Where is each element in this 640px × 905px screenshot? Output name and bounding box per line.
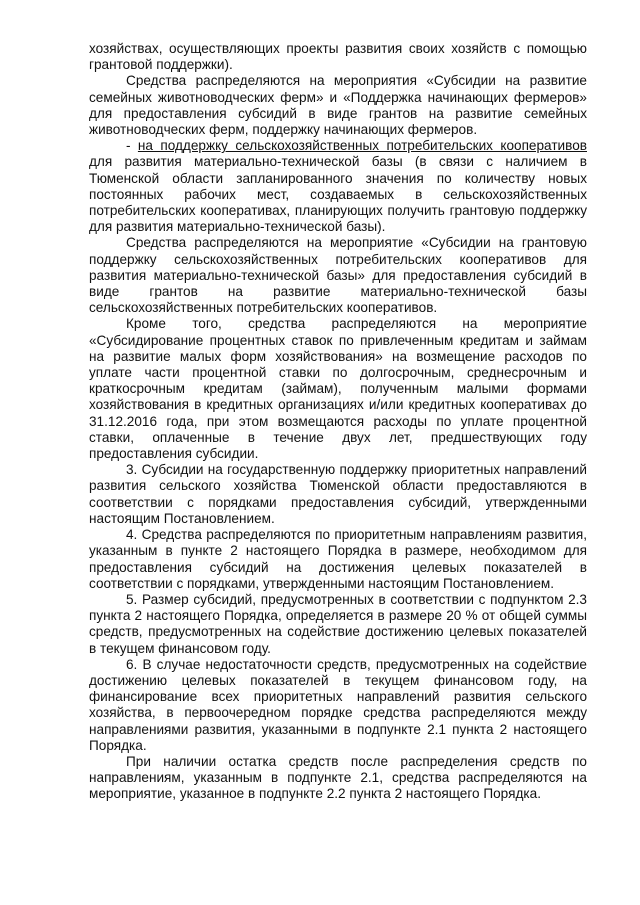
paragraph-remaining-funds: При наличии остатка средств после распределения средств по направлениям, указанным в подпункте 2.1, средства распределяются на мероприятие, указанное в подпункте 2.2 пункта 2 настоящего Порядка. (89, 753, 587, 802)
list-dash: - (126, 138, 138, 154)
paragraph-item-6: 6. В случае недостаточности средств, предусмотренных на содействие достижению целевых показателей в текущем финансовом году, на финансирование всех приоритетных направлений развития сельского хозяйства, в первоочередном порядке средства распределяются между направлениями развития, указанными в подпункте 2.1 пункта 2 настоящего Порядка. (89, 656, 587, 753)
paragraph-family-farms-grants: Средства распределяются на мероприятия «Субсидии на развитие семейных животноводческих ферм» и «Поддержка начинающих фермеров» для предоставления субсидий в виде грантов на развитие семейных животноводческих ферм, поддержку начинающих фермеров. (89, 73, 587, 138)
paragraph-cooperatives-grants: Средства распределяются на мероприятие «Субсидии на грантовую поддержку сельскохозяйственных потребительских кооперативов для развития материально-технической базы» для предоставления субсидий в виде грантов на развитие материально-технической базы сельскохозяйственных потребительских кооперативов. (89, 235, 587, 316)
paragraph-item-5: 5. Размер субсидий, предусмотренных в соответствии с подпунктом 2.3 пункта 2 настоящего Порядка, определяется в размере 20 % от общей суммы средств, предусмотренных на содействие достижению целевых показателей в текущем финансовом году. (89, 591, 587, 656)
paragraph-item-4: 4. Средства распределяются по приоритетным направлениям развития, указанным в пункте 2 настоящего Порядка в размере, необходимом для предоставления субсидий на достижения целевых показателей в соответствии с порядками, утвержденными настоящим Постановлением. (89, 527, 587, 591)
paragraph-cooperatives-support (89, 138, 587, 235)
paragraph-text: для развития материально-технической базы (в связи с наличием в Тюменской области запланированного значения по количеству новых постоянных рабочих мест, создаваемых в сельскохозяйственных потребительских кооперативах, планирующих получить грантовую поддержку для развития материально-технической базы). (89, 154, 587, 235)
paragraph-interest-rate-subsidies: Кроме того, средства распределяются на мероприятие «Субсидирование процентных ставок по привлеченным кредитам и займам на развитие малых форм хозяйствования» на возмещение расходов по уплате части процентной ставки по долгосрочным, среднесрочным и краткосрочным кредитам (займам), полученным малыми формами хозяйствования в кредитных организациях и/или кредитных кооперативах до 31.12.2016 года, при этом возмещаются расходы по уплате процентной ставки, оплаченные в течение двух лет, предшествующих году предоставления субсидии. (89, 316, 587, 462)
document-page (89, 41, 587, 803)
underlined-phrase: на поддержку сельскохозяйственных потребительских кооперативов (137, 138, 587, 154)
paragraph-item-3: 3. Субсидии на государственную поддержку приоритетных направлений развития сельского хозяйства Тюменской области предоставляются в соответствии с порядками предоставления субсидий, утвержденными настоящим Постановлением. (89, 462, 587, 526)
paragraph-continuation: хозяйствах, осуществляющих проекты развития своих хозяйств с помощью грантовой поддержки). (89, 41, 587, 73)
